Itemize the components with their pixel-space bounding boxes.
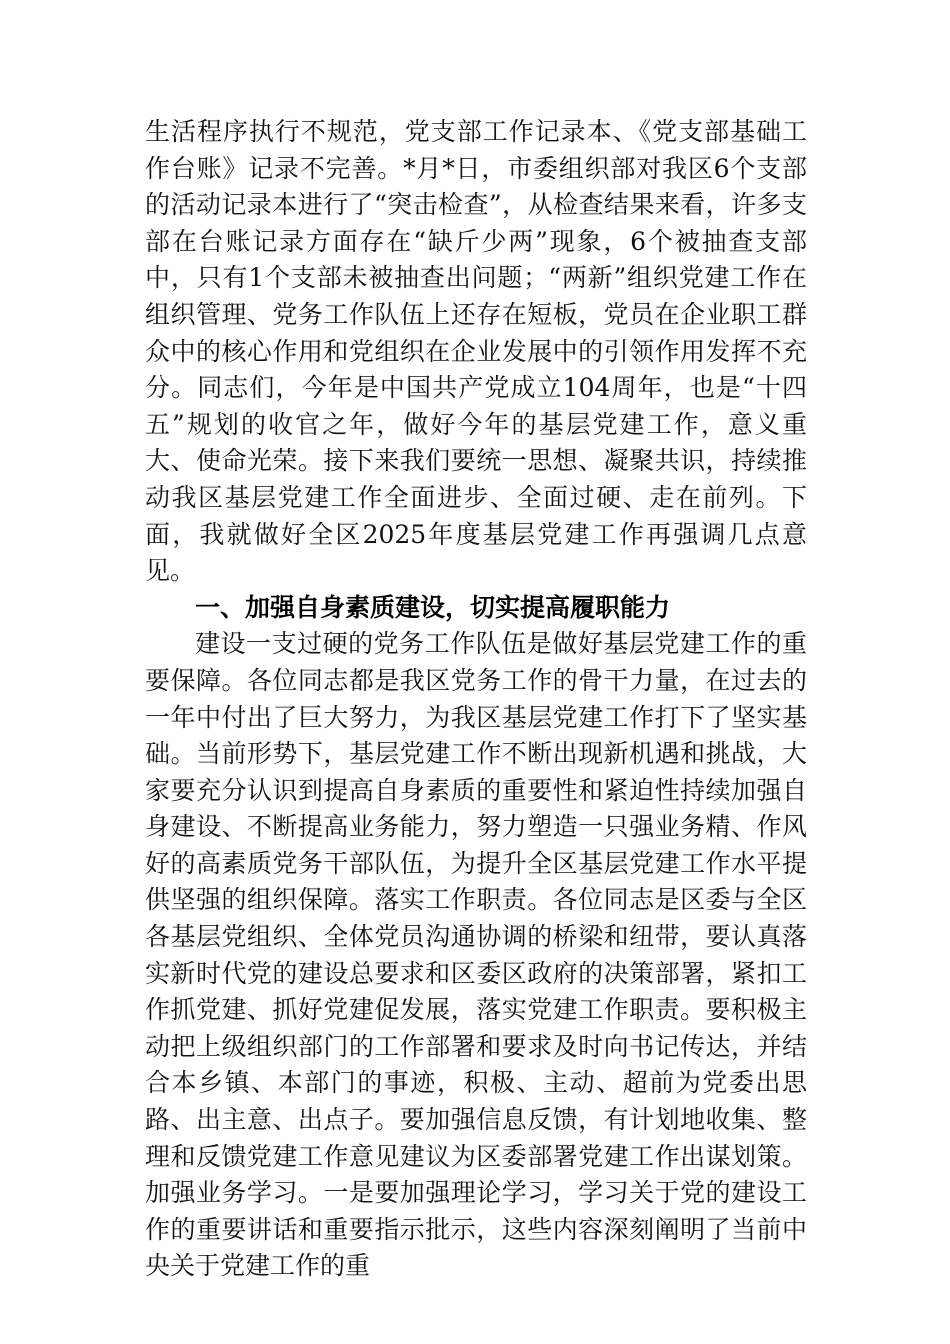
section-heading: 一、加强自身素质建设，切实提高履职能力 bbox=[195, 592, 671, 622]
body-paragraph: 建设一支过硬的党务工作队伍是做好基层党建工作的重要保障。各位同志都是我区党务工作的骨干力量，在过去的一年中付出了巨大努力，为我区基层党建工作打下了坚实基础。当前形势下，基层党建工作不断出现新机遇和挑战，大家要充分认识到提高自身素质的重要性和紧迫性持续加强自身建设、不断提高业务能力，努力塑造一只强业务精、作风好的高素质党务干部队伍，为提升全区基层党建工作水平提供坚强的组织保障。落实工作职责。各位同志是区委与全区各基层党组织、全体党员沟通协调的桥梁和纽带，要认真落实新时代党的建设总要求和区委区政府的决策部署，紧扣工作抓党建、抓好党建促发展，落实党建工作职责。要积极主动把上级组织部门的工作部署和要求及时向书记传达，并结合本乡镇、本部门的事迹，积极、主动、超前为党委出思路、出主意、出点子。要加强信息反馈，有计划地收集、整理和反馈党建工作意见建议为区委部署党建工作出谋划策。加强业务学习。一是要加强理论学习，学习关于党的建设工作的重要讲话和重要指示批示，这些内容深刻阐明了当前中央关于党建工作的重 bbox=[145, 629, 807, 1281]
body-paragraph: 生活程序执行不规范，党支部工作记录本、《党支部基础工作台账》记录不完善。*月*日，市委组织部对我区6个支部的活动记录本进行了“突击检查”，从检查结果来看，许多支部在台账记录方面存在“缺斤少两”现象，6个被抽查支部中，只有1个支部未被抽查出问题；“两新”组织党建工作在组织管理、党务工作队伍上还存在短板，党员在企业职工群众中的核心作用和党组织在企业发展中的引领作用发挥不充分。同志们，今年是中国共产党成立104周年，也是“十四五”规划的收官之年，做好今年的基层党建工作，意义重大、使命光荣。接下来我们要统一思想、凝聚共识，持续推动我区基层党建工作全面进步、全面过硬、走在前列。下面，我就做好全区2025年度基层党建工作再强调几点意见。 bbox=[145, 117, 807, 586]
document-body bbox=[145, 114, 807, 1285]
